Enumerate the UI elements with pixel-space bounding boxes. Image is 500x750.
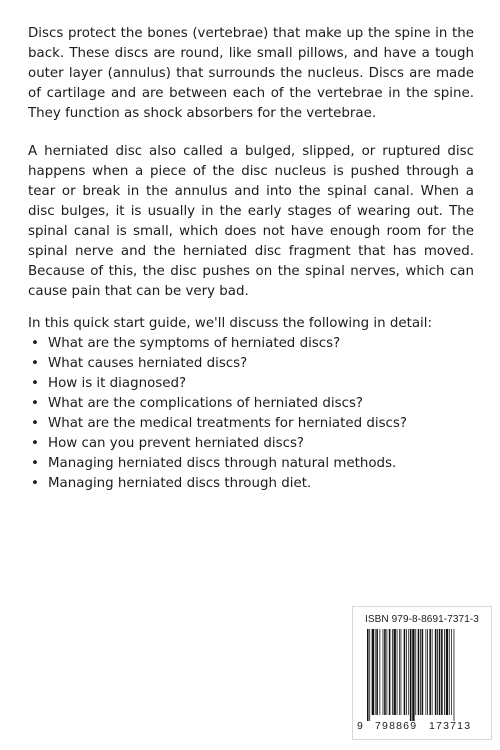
barcode-digits-right: 173713 [429, 720, 472, 732]
bullet-icon: • [31, 456, 39, 471]
bullet-icon: • [31, 476, 39, 491]
bullet-icon: • [31, 336, 39, 351]
herniated-disc-paragraph: A herniated disc also called a bulged, slipped, or ruptured disc happens when a piece of the disc nucleus is pushed through a tear or break in the annulus and into the spinal canal. When a disc bulges, it is usually in the early stages of wearing out. The spinal canal is small, which does not have enough room for the spinal nerve and the herniated disc fragment that has moved. Because of this, the disc pushes on the spinal nerves, which can cause pain that can be very bad. [28, 144, 474, 299]
bullet-icon: • [31, 376, 39, 391]
list-item [28, 414, 474, 434]
isbn-barcode-block [352, 606, 492, 740]
list-item-text: What are the symptoms of herniated discs? [48, 336, 341, 351]
bullet-icon: • [31, 356, 39, 371]
list-item [28, 354, 474, 374]
list-item [28, 394, 474, 414]
list-item-text: Managing herniated discs through natural methods. [48, 456, 397, 471]
list-item [28, 334, 474, 354]
barcode-digit-first: 9 [357, 720, 363, 732]
list-item [28, 374, 474, 394]
topics-list [28, 334, 474, 494]
bullet-icon: • [31, 416, 39, 431]
list-item-text: What causes herniated discs? [48, 356, 248, 371]
list-item-text: What are the complications of herniated discs? [48, 396, 364, 411]
isbn-label: ISBN 979-8-8691-7371-3 [365, 614, 479, 625]
list-item-text: How can you prevent herniated discs? [48, 436, 305, 451]
guide-intro-paragraph: In this quick start guide, we'll discuss the following in detail: [28, 316, 432, 331]
list-item-text: Managing herniated discs through diet. [48, 476, 312, 491]
bullet-icon: • [31, 396, 39, 411]
list-item [28, 474, 474, 494]
bullet-icon: • [31, 436, 39, 451]
list-item [28, 434, 474, 454]
list-item [28, 454, 474, 474]
list-item-text: How is it diagnosed? [48, 376, 187, 391]
intro-paragraph: Discs protect the bones (vertebrae) that make up the spine in the back. These discs are round, like small pillows, and have a tough outer layer (annulus) that surrounds the nucleus. Discs are made of cartilage and are between each of the vertebrae in the spine. They function as shock absorbers for the vertebrae. [28, 26, 474, 121]
barcode-image [367, 629, 485, 721]
list-item-text: What are the medical treatments for herniated discs? [48, 416, 408, 431]
barcode-digits-left: 798869 [375, 720, 418, 732]
